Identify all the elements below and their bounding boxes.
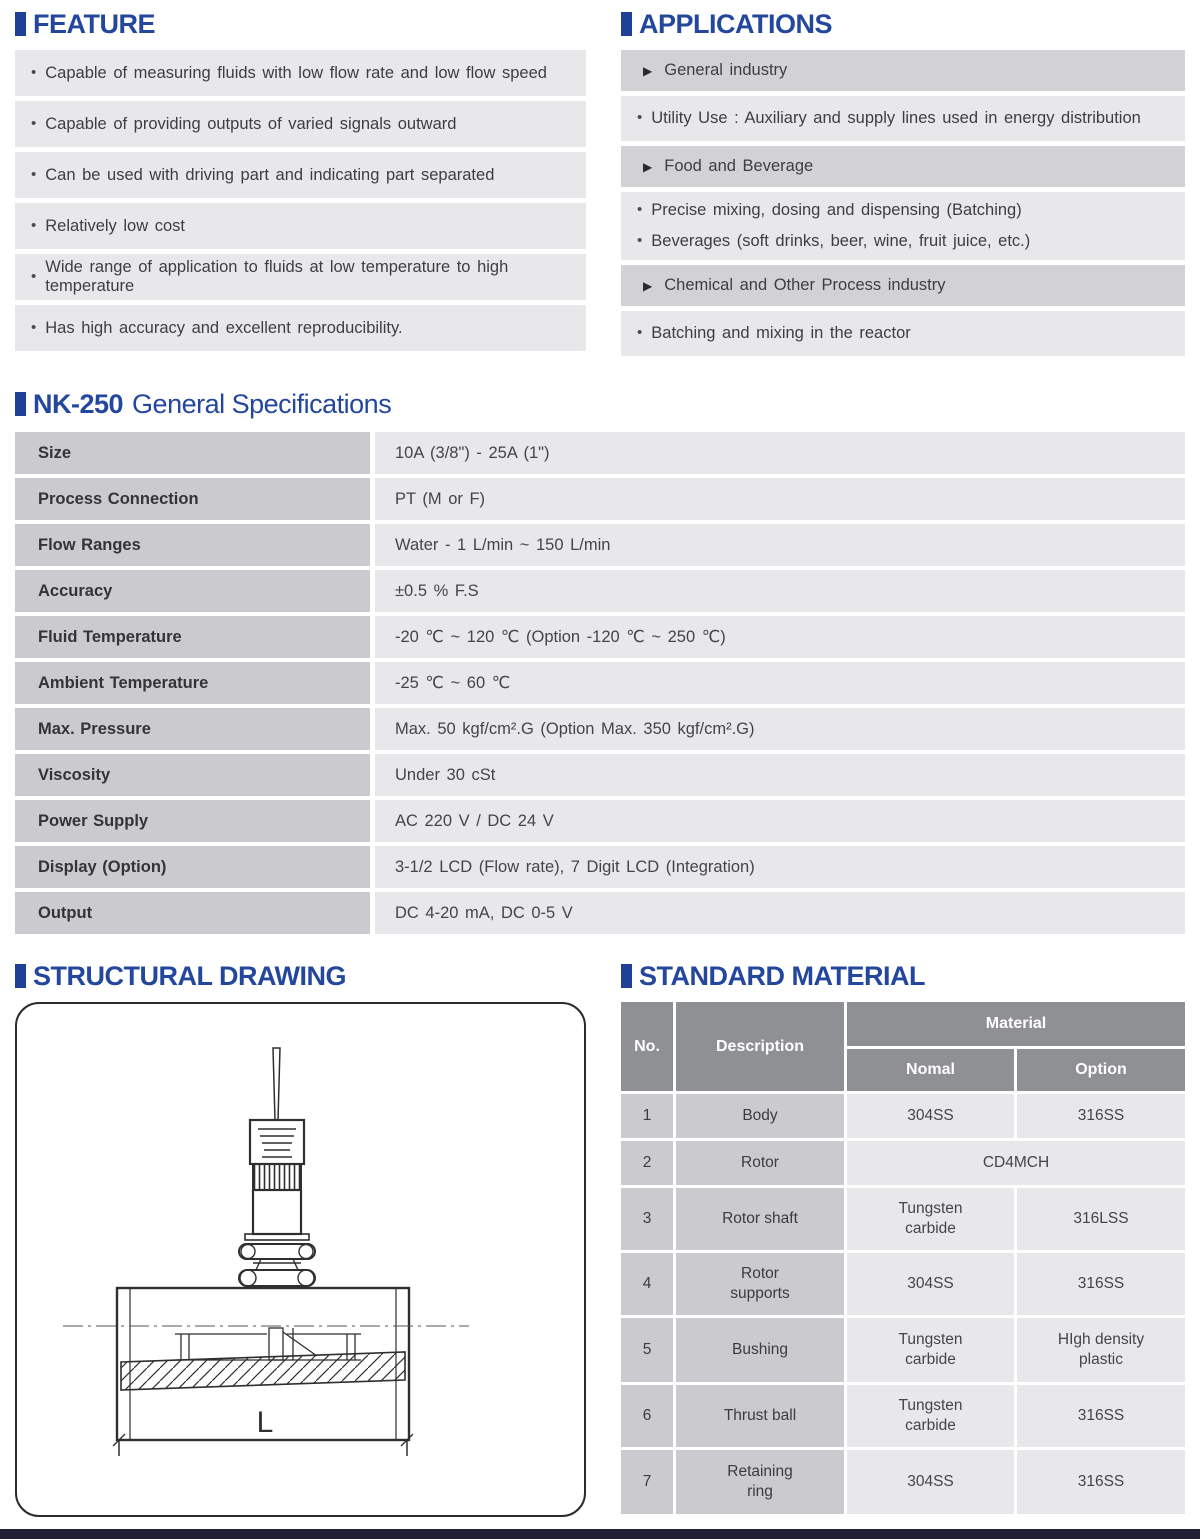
sensor-collar xyxy=(253,1164,301,1190)
application-group-items xyxy=(621,96,1185,141)
list-item xyxy=(15,254,586,300)
cell-description: Bushing xyxy=(676,1318,844,1382)
cell-description: Rotor xyxy=(676,1141,844,1185)
spec-value: ±0.5 % F.S xyxy=(375,570,1185,612)
spec-label: Flow Ranges xyxy=(15,524,370,566)
standard-material-section xyxy=(621,960,1185,1517)
list-item xyxy=(637,226,1175,257)
table-row xyxy=(621,1385,1185,1447)
cell-option: 316SS xyxy=(1017,1253,1185,1315)
arrow-right-icon: ▶ xyxy=(643,278,653,293)
cell-nomal: 304SS xyxy=(847,1253,1014,1315)
table-row xyxy=(15,524,1185,566)
group-header-text: General industry xyxy=(664,61,788,79)
table-row xyxy=(621,1141,1185,1185)
col-header-no: No. xyxy=(621,1002,673,1091)
arrow-right-icon: ▶ xyxy=(643,63,653,78)
group-header-text: Food and Beverage xyxy=(664,157,814,175)
application-group-items xyxy=(621,311,1185,356)
spec-label: Fluid Temperature xyxy=(15,616,370,658)
applications-section xyxy=(621,8,1185,361)
col-header-nomal: Nomal xyxy=(847,1049,1014,1091)
feature-item-text: Relatively low cost xyxy=(45,216,185,235)
spec-title-rest: General Specifications xyxy=(132,388,392,419)
specifications-table xyxy=(15,432,1185,934)
specifications-heading xyxy=(15,388,1185,420)
spec-value: PT (M or F) xyxy=(375,478,1185,520)
feature-item-text: Wide range of application to fluids at low temperature to high temperature xyxy=(45,258,509,295)
applications-heading xyxy=(621,8,1185,40)
bullet-icon: • xyxy=(637,232,643,249)
spec-value: -20 ℃ ~ 120 ℃ (Option -120 ℃ ~ 250 ℃) xyxy=(375,616,1185,658)
table-row xyxy=(15,846,1185,888)
spec-value: Water - 1 L/min ~ 150 L/min xyxy=(375,524,1185,566)
cell-no: 5 xyxy=(621,1318,673,1382)
spec-label: Power Supply xyxy=(15,800,370,842)
standard-material-table xyxy=(621,1002,1185,1514)
application-group-items xyxy=(621,192,1185,260)
section-marker-icon xyxy=(15,12,26,36)
table-row xyxy=(15,432,1185,474)
cell-material-span: CD4MCH xyxy=(847,1141,1185,1185)
table-row xyxy=(15,800,1185,842)
sensor-needle xyxy=(273,1048,280,1120)
col-header-description: Description xyxy=(676,1002,844,1091)
spec-label: Accuracy xyxy=(15,570,370,612)
dimension-label: L xyxy=(256,1406,274,1439)
cell-description: Body xyxy=(676,1094,844,1138)
bottom-section xyxy=(15,960,1185,1517)
bullet-icon: • xyxy=(31,63,37,81)
list-item xyxy=(637,318,1175,349)
bullet-icon: • xyxy=(31,318,37,336)
table-row xyxy=(15,478,1185,520)
structural-drawing-title: STRUCTURAL DRAWING xyxy=(33,960,346,991)
list-item xyxy=(637,195,1175,226)
application-group-header xyxy=(621,50,1185,91)
bullet-icon: • xyxy=(31,267,37,285)
table-row xyxy=(621,1318,1185,1382)
list-item xyxy=(15,203,586,249)
col-header-option: Option xyxy=(1017,1049,1185,1091)
standard-material-heading xyxy=(621,960,1185,992)
table-row xyxy=(15,892,1185,934)
feature-item-text: Can be used with driving part and indicating part separated xyxy=(45,165,495,184)
specifications-section xyxy=(15,388,1185,934)
cell-no: 1 xyxy=(621,1094,673,1138)
spec-label: Max. Pressure xyxy=(15,708,370,750)
feature-title: FEATURE xyxy=(33,8,155,39)
cell-no: 2 xyxy=(621,1141,673,1185)
feature-item-text: Capable of providing outputs of varied signals outward xyxy=(45,114,457,133)
cell-option: 316SS xyxy=(1017,1094,1185,1138)
hex-nut xyxy=(239,1244,315,1259)
section-marker-icon xyxy=(15,964,26,988)
spec-value: -25 ℃ ~ 60 ℃ xyxy=(375,662,1185,704)
application-item-text: Batching and mixing in the reactor xyxy=(651,324,911,342)
hatched-section xyxy=(121,1352,405,1390)
cell-no: 7 xyxy=(621,1450,673,1514)
feature-list xyxy=(15,50,586,351)
list-item xyxy=(15,101,586,147)
cell-nomal: Tungsten carbide xyxy=(847,1385,1014,1447)
table-row xyxy=(621,1188,1185,1250)
feature-section xyxy=(15,8,586,361)
bullet-icon: • xyxy=(31,165,37,183)
table-row xyxy=(15,708,1185,750)
table-row xyxy=(621,1094,1185,1138)
cell-no: 4 xyxy=(621,1253,673,1315)
section-marker-icon xyxy=(621,12,632,36)
spec-label: Display (Option) xyxy=(15,846,370,888)
flow-meter-drawing xyxy=(17,1004,583,1514)
application-item-text: Precise mixing, dosing and dispensing (Batching) xyxy=(651,201,1022,219)
spec-value: DC 4-20 mA, DC 0-5 V xyxy=(375,892,1185,934)
list-item xyxy=(15,305,586,351)
joint xyxy=(256,1259,298,1270)
cell-description: Rotor shaft xyxy=(676,1188,844,1250)
standard-material-title: STANDARD MATERIAL xyxy=(639,960,925,991)
spec-label: Viscosity xyxy=(15,754,370,796)
spec-label: Size xyxy=(15,432,370,474)
group-header-text: Chemical and Other Process industry xyxy=(664,276,946,294)
cell-description: Rotor supports xyxy=(676,1253,844,1315)
bullet-icon: • xyxy=(637,109,643,126)
table-row xyxy=(15,570,1185,612)
table-header-row xyxy=(621,1002,1185,1091)
feature-heading xyxy=(15,8,586,40)
list-item xyxy=(15,50,586,96)
cell-option: 316SS xyxy=(1017,1385,1185,1447)
cell-nomal: 304SS xyxy=(847,1094,1014,1138)
feature-item-text: Capable of measuring fluids with low flow rate and low flow speed xyxy=(45,63,547,82)
footer-bar xyxy=(0,1529,1200,1539)
application-item-text: Utility Use : Auxiliary and supply lines used in energy distribution xyxy=(651,109,1141,127)
sensor-column xyxy=(253,1190,301,1234)
structural-drawing-section xyxy=(15,960,586,1517)
application-group-header xyxy=(621,146,1185,187)
cell-description: Retaining ring xyxy=(676,1450,844,1514)
spec-value: 10A (3/8") - 25A (1") xyxy=(375,432,1185,474)
list-item xyxy=(15,152,586,198)
table-row xyxy=(621,1450,1185,1514)
table-row xyxy=(621,1253,1185,1315)
cell-description: Thrust ball xyxy=(676,1385,844,1447)
table-row xyxy=(15,662,1185,704)
spec-label: Ambient Temperature xyxy=(15,662,370,704)
application-item-text: Beverages (soft drinks, beer, wine, fruit juice, etc.) xyxy=(651,232,1031,250)
cell-option: 316LSS xyxy=(1017,1188,1185,1250)
bullet-icon: • xyxy=(637,201,643,218)
section-marker-icon xyxy=(621,964,632,988)
cell-option: 316SS xyxy=(1017,1450,1185,1514)
arrow-right-icon: ▶ xyxy=(643,159,653,174)
hex-nut xyxy=(239,1270,315,1286)
bullet-icon: • xyxy=(31,114,37,132)
applications-list xyxy=(621,50,1185,356)
spec-value: AC 220 V / DC 24 V xyxy=(375,800,1185,842)
bullet-icon: • xyxy=(31,216,37,234)
table-row xyxy=(15,754,1185,796)
spec-value: Max. 50 kgf/cm².G (Option Max. 350 kgf/cm².G) xyxy=(375,708,1185,750)
spec-label: Output xyxy=(15,892,370,934)
list-item xyxy=(637,103,1175,134)
col-header-material: Material xyxy=(847,1002,1185,1046)
structural-drawing-heading xyxy=(15,960,586,992)
top-section xyxy=(15,8,1185,361)
cell-nomal: 304SS xyxy=(847,1450,1014,1514)
rotor xyxy=(269,1328,283,1360)
spec-title-model: NK-250 xyxy=(33,388,124,419)
application-group-header xyxy=(621,265,1185,306)
spec-label: Process Connection xyxy=(15,478,370,520)
table-row xyxy=(15,616,1185,658)
cell-nomal: Tungsten carbide xyxy=(847,1188,1014,1250)
spec-value: Under 30 cSt xyxy=(375,754,1185,796)
cell-nomal: Tungsten carbide xyxy=(847,1318,1014,1382)
feature-item-text: Has high accuracy and excellent reproducibility. xyxy=(45,318,403,337)
section-marker-icon xyxy=(15,392,26,416)
structural-drawing-box xyxy=(15,1002,586,1517)
applications-title: APPLICATIONS xyxy=(639,8,833,39)
bullet-icon: • xyxy=(637,324,643,341)
spec-value: 3-1/2 LCD (Flow rate), 7 Digit LCD (Integration) xyxy=(375,846,1185,888)
cell-option: HIgh density plastic xyxy=(1017,1318,1185,1382)
cell-no: 3 xyxy=(621,1188,673,1250)
cell-no: 6 xyxy=(621,1385,673,1447)
